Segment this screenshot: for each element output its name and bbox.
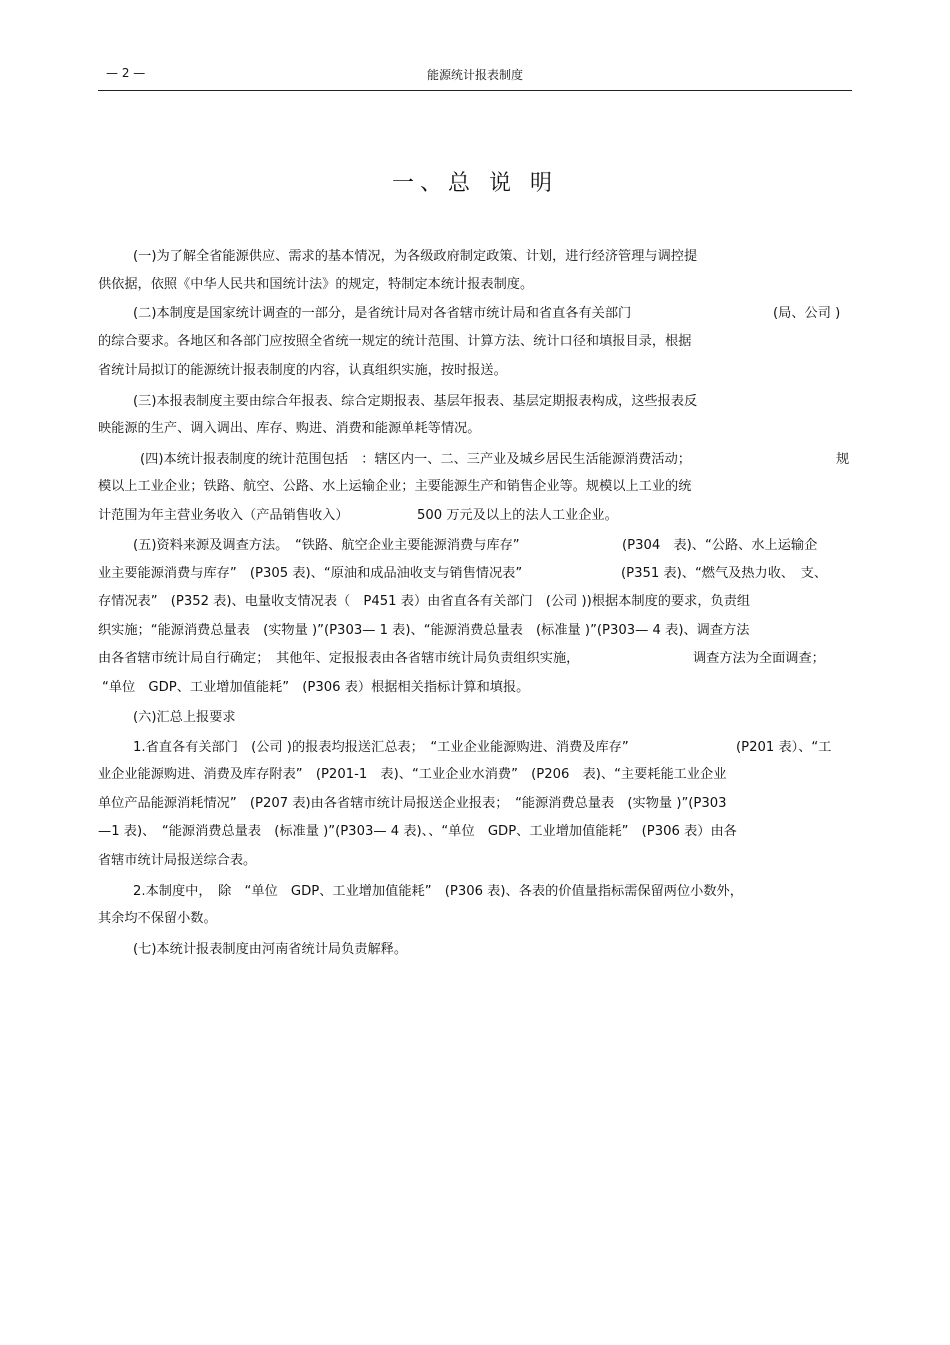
text-line: (六)汇总上报要求 (133, 710, 236, 725)
text-line: (二)本制度是国家统计调查的一部分，是省统计局对各省辖市统计局和省直各有关部门 (133, 306, 632, 321)
text-line: (P351 表)、“燃气及热力收、 支、 (621, 566, 828, 581)
text-line: 1.省直各有关部门 (公司 )的报表均报送汇总表； “工业企业能源购进、消费及库存” (133, 740, 629, 755)
text-line: 模以上工业企业；铁路、航空、公路、水上运输企业；主要能源生产和销售企业等。规模以上工业的统 (98, 479, 692, 494)
running-title: 能源统计报表制度 (426, 68, 523, 82)
text-line: 织实施；“能源消费总量表 (实物量 )”(P303— 1 表)、“能源消费总量表 (标准量 )”(P303— 4 表)、调查方法 (98, 623, 750, 638)
text-line: (四)本统计报表制度的统计范围包括 ：辖区内一、二、三产业及城乡居民生活能源消费活动； (140, 452, 691, 467)
text-line: 调查方法为全面调查； (693, 651, 825, 666)
text-line: 映能源的生产、调入调出、库存、购进、消费和能源单耗等情况。 (98, 421, 481, 436)
text-line: (五)资料来源及调查方法。 “铁路、航空企业主要能源消费与库存” (133, 538, 520, 553)
text-line: 的综合要求。各地区和各部门应按照全省统一规定的统计范围、计算方法、统计口径和填报目录，根据 (98, 334, 692, 349)
page-number: — 2 — (106, 66, 146, 80)
page-header (98, 66, 852, 91)
text-line: 业主要能源消费与库存” (P305 表)、“原油和成品油收支与销售情况表” (98, 566, 523, 581)
text-line: 2.本制度中， 除 “单位 GDP、工业增加值能耗” (P306 表)、各表的价值量指标需保留两位小数外， (133, 884, 743, 899)
text-line: —1 表)、 “能源消费总量表 (标准量 )”(P303— 4 表)、、“单位 GDP、工业增加值能耗” (P306 表）由各 (98, 824, 737, 839)
text-line: 省辖市统计局报送综合表。 (98, 853, 257, 868)
text-line: 其余均不保留小数。 (98, 911, 217, 926)
text-line: (七)本统计报表制度由河南省统计局负责解释。 (133, 942, 408, 957)
text-line: (三)本报表制度主要由综合年报表、综合定期报表、基层年报表、基层定期报表构成，这些报表反 (133, 394, 698, 409)
text-line: (P304 表)、“公路、水上运输企 (622, 538, 818, 553)
text-line: 业企业能源购进、消费及库存附表” (P201-1 表)、“工业企业水消费” (P206 表)、“主要耗能工业企业 (98, 767, 727, 782)
text-line: 省统计局拟订的能源统计报表制度的内容，认真组织实施，按时报送。 (98, 363, 507, 378)
text-line: 供依据，依照《中华人民共和国统计法》的规定，特制定本统计报表制度。 (98, 277, 534, 292)
text-line: (一)为了解全省能源供应、需求的基本情况，为各级政府制定政策、计划，进行经济管理与调控提 (133, 249, 698, 264)
text-line: 规 (836, 452, 850, 467)
text-line: (P201 表）、“工 (736, 740, 832, 755)
text-line: 存情况表” (P352 表)、电量收支情况表（ P451 表）由省直各有关部门 (公司 ))根据本制度的要求，负责组 (98, 594, 751, 609)
text-line: 500 万元及以上的法人工业企业。 (417, 508, 618, 523)
text-line: (局、公司 ) (773, 306, 841, 321)
text-line: “单位 GDP、工业增加值能耗” (P306 表）根据相关指标计算和填报。 (102, 680, 530, 695)
text-line: 单位产品能源消耗情况” (P207 表)由各省辖市统计局报送企业报表； “能源消费总量表 (实物量 )”(P303 (98, 796, 727, 811)
text-line: 由各省辖市统计局自行确定； 其他年、定报报表由各省辖市统计局负责组织实施， (98, 651, 580, 666)
section-title: 一、总 说 明 (392, 171, 558, 196)
text-line: 计范围为年主营业务收入（产品销售收入） (98, 508, 349, 523)
